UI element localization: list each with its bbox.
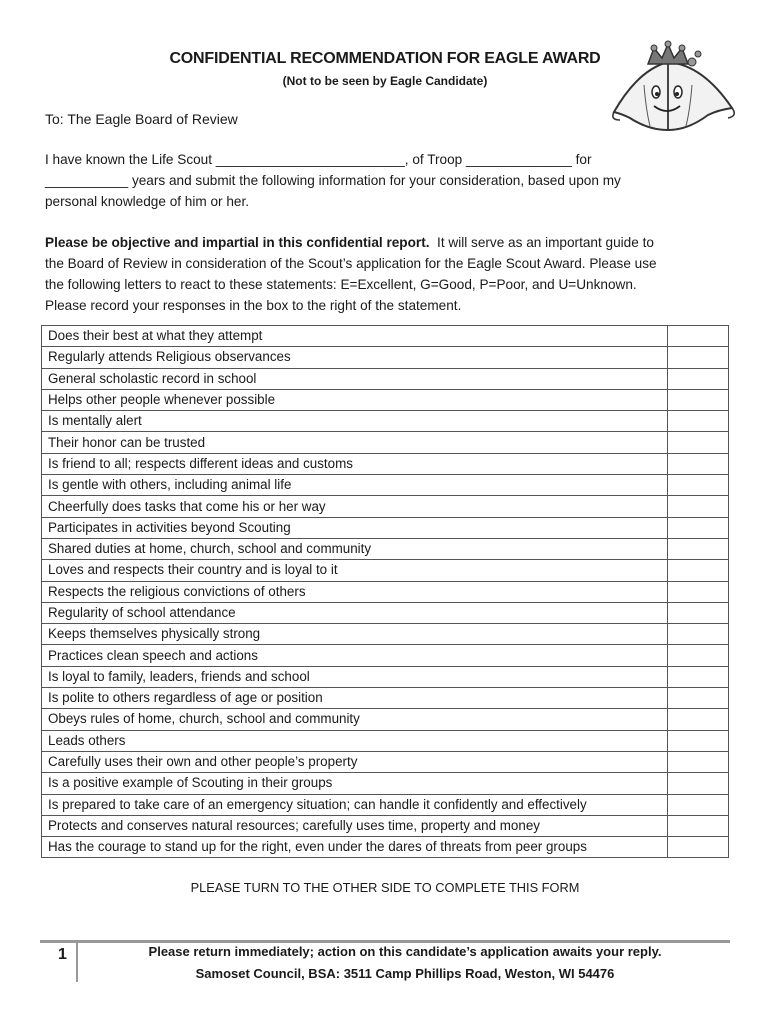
table-row [42,645,729,666]
table-row [42,496,729,517]
table-row [42,411,729,432]
response-box[interactable] [668,688,729,709]
table-row [42,475,729,496]
table-row [42,347,729,368]
instructions-bold: Please be objective and impartial in this confidential report. [45,235,430,250]
ratings-table [41,325,729,858]
form-title: CONFIDENTIAL RECOMMENDATION FOR EAGLE AWARD [169,50,601,67]
table-row [42,624,729,645]
instructions-line: the following letters to react to these statements: E=Excellent, G=Good, P=Poor, and U=Unknown. [45,277,637,292]
response-box[interactable] [668,581,729,602]
table-row [42,432,729,453]
page-number: 1 [58,946,67,963]
response-box[interactable] [668,624,729,645]
addressee: To: The Eagle Board of Review [45,111,238,127]
instructions-text: It will serve as an important guide to [429,235,654,250]
table-row [42,538,729,559]
statement-text: Has the courage to stand up for the right, even under the dares of threats from peer groups [42,837,668,858]
statement-text: Is a positive example of Scouting in their groups [42,773,668,794]
response-box[interactable] [668,538,729,559]
table-row [42,837,729,858]
response-box[interactable] [668,389,729,410]
statement-text: Does their best at what they attempt [42,326,668,347]
response-box[interactable] [668,560,729,581]
table-row [42,688,729,709]
table-row [42,751,729,772]
response-box[interactable] [668,411,729,432]
intro-line: personal knowledge of him or her. [45,194,250,209]
statement-text: Carefully uses their own and other people’s property [42,751,668,772]
response-box[interactable] [668,517,729,538]
table-row [42,453,729,474]
response-box[interactable] [668,326,729,347]
statement-text: Is prepared to take care of an emergency situation; can handle it confidently and effectively [42,794,668,815]
statement-text: Obeys rules of home, church, school and community [42,709,668,730]
statement-text: Practices clean speech and actions [42,645,668,666]
table-row [42,560,729,581]
statement-text: Helps other people whenever possible [42,389,668,410]
statement-text: Shared duties at home, church, school and community [42,538,668,559]
response-box[interactable] [668,730,729,751]
form-subtitle: (Not to be seen by Eagle Candidate) [282,74,488,88]
table-row [42,389,729,410]
footer-council-address: Samoset Council, BSA: 3511 Camp Phillips Road, Weston, WI 54476 [195,966,615,981]
intro-line: I have known the Life Scout _________________________, of Troop ______________ for [45,152,592,167]
response-box[interactable] [668,709,729,730]
response-box[interactable] [668,794,729,815]
turn-page-notice: PLEASE TURN TO THE OTHER SIDE TO COMPLETE THIS FORM [190,880,580,895]
tent-mascot-logo [608,40,738,135]
response-box[interactable] [668,496,729,517]
statement-text: Participates in activities beyond Scouting [42,517,668,538]
statement-text: Is gentle with others, including animal life [42,475,668,496]
statement-text: Their honor can be trusted [42,432,668,453]
response-box[interactable] [668,602,729,623]
response-box[interactable] [668,347,729,368]
table-row [42,326,729,347]
statement-text: Keeps themselves physically strong [42,624,668,645]
statement-text: General scholastic record in school [42,368,668,389]
statement-text: Is loyal to family, leaders, friends and school [42,666,668,687]
instructions-line [45,232,725,253]
response-box[interactable] [668,751,729,772]
response-box[interactable] [668,837,729,858]
response-box[interactable] [668,453,729,474]
table-row [42,517,729,538]
table-row [42,815,729,836]
introduction-paragraph [45,149,725,212]
response-box[interactable] [668,368,729,389]
response-box[interactable] [668,645,729,666]
statement-text: Leads others [42,730,668,751]
statement-text: Is friend to all; respects different ideas and customs [42,453,668,474]
intro-line: ___________ years and submit the following information for your consideration, based upon my [45,173,621,188]
statement-text: Cheerfully does tasks that come his or her way [42,496,668,517]
table-row [42,794,729,815]
table-row [42,602,729,623]
statement-text: Is mentally alert [42,411,668,432]
statement-text: Loves and respects their country and is loyal to it [42,560,668,581]
instructions-line: the Board of Review in consideration of the Scout’s application for the Eagle Scout Award. Please use [45,256,657,271]
table-row [42,773,729,794]
response-box[interactable] [668,432,729,453]
instructions-line: Please record your responses in the box to the right of the statement. [45,298,462,313]
statement-text: Regularly attends Religious observances [42,347,668,368]
response-box[interactable] [668,815,729,836]
footer-divider-vertical [76,940,78,982]
table-row [42,368,729,389]
statement-text: Respects the religious convictions of others [42,581,668,602]
footer-return-notice: Please return immediately; action on this candidate’s application awaits your reply. [148,944,662,959]
table-row [42,730,729,751]
table-row [42,709,729,730]
table-row [42,666,729,687]
response-box[interactable] [668,773,729,794]
table-row [42,581,729,602]
statement-text: Is polite to others regardless of age or position [42,688,668,709]
statement-text: Protects and conserves natural resources; carefully uses time, property and money [42,815,668,836]
response-box[interactable] [668,475,729,496]
footer-divider [40,940,730,943]
statement-text: Regularity of school attendance [42,602,668,623]
response-box[interactable] [668,666,729,687]
instructions-paragraph [45,232,725,316]
